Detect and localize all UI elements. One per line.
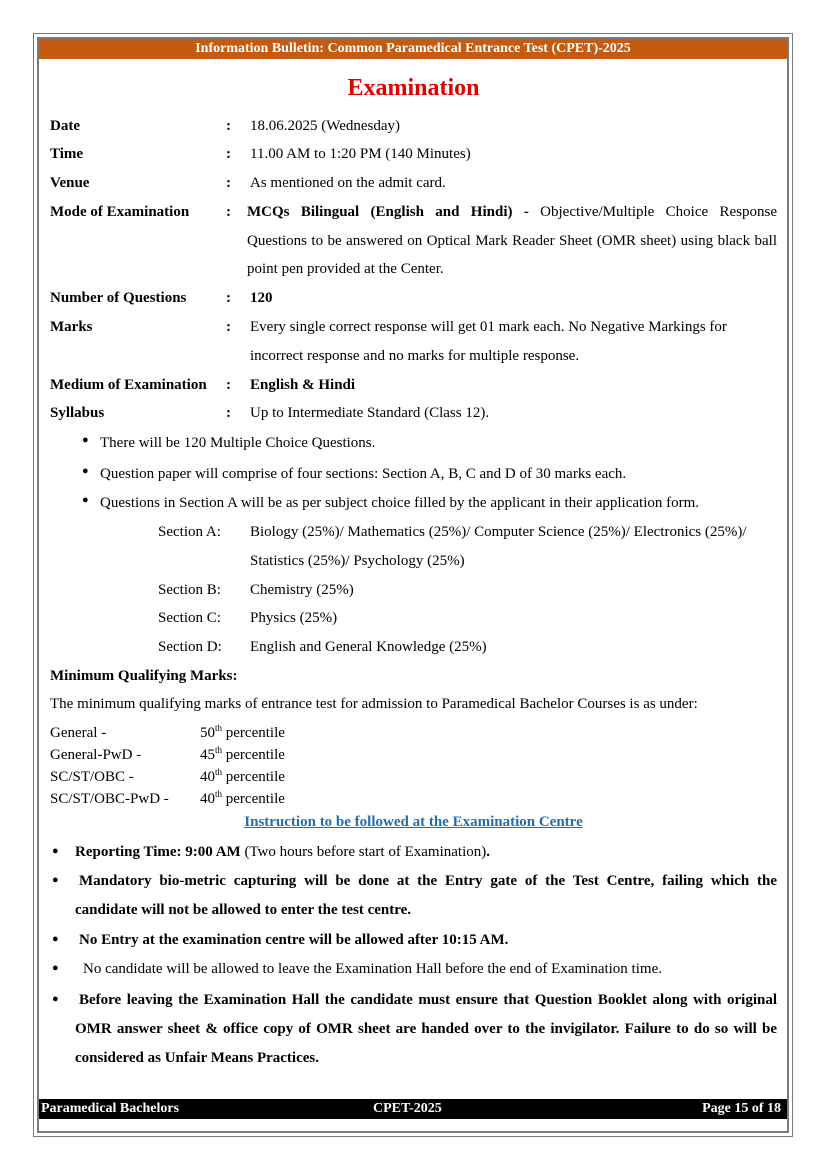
instruction-bold: Reporting Time: 9:00 AM (75, 844, 241, 860)
syllabus-label: Syllabus (50, 405, 105, 421)
section-c-label: Section C: (158, 610, 221, 626)
time-value: 11.00 AM to 1:20 PM (140 Minutes) (250, 146, 471, 162)
bullet-icon: ● (52, 933, 59, 945)
percentile-word: percentile (222, 791, 285, 807)
colon: : (226, 118, 231, 134)
percentile-suffix: th (215, 745, 223, 755)
colon: : (226, 290, 231, 306)
percentile-value (200, 766, 285, 788)
colon: : (226, 146, 231, 162)
bullet-icon: ● (82, 434, 89, 446)
date-value: 18.06.2025 (Wednesday) (250, 118, 401, 134)
colon: : (226, 204, 231, 220)
section-c-value: Physics (25%) (250, 610, 338, 626)
mode-value-text: Objective/Multiple Choice Response Questions to be answered on Optical Mark Reader Sheet (OMR sheet) using black ball point pen provided at the Center. (247, 204, 778, 277)
category-label: General-PwD - (50, 747, 142, 763)
instruction-item: No candidate will be allowed to leave the Examination Hall before the end of Examination time. (83, 961, 662, 977)
date-label: Date (50, 118, 80, 134)
instruction-item (75, 838, 777, 867)
bulletin-header: Information Bulletin: Common Paramedical Entrance Test (CPET)-2025 (39, 39, 787, 59)
section-a-value: Biology (25%)/ Mathematics (25%)/ Computer Science (25%)/ Electronics (25%)/ Statistics (25%)/ Psychology (25%) (250, 524, 747, 569)
colon: : (226, 319, 231, 335)
colon: : (226, 377, 231, 393)
mode-label: Mode of Examination (50, 204, 190, 220)
marks-value: Every single correct response will get 01 mark each. No Negative Markings for incorrect response and no marks for multiple response. (250, 319, 727, 364)
percentile-value (200, 788, 285, 810)
instruction-item: Before leaving the Examination Hall the candidate must ensure that Question Booklet along with original OMR answer sheet & office copy of OMR sheet are handed over to the invigilator. Failure to do so will be considered as Unfair Means Practices. (75, 992, 777, 1066)
category-label: SC/ST/OBC - (50, 769, 134, 785)
medium-value: English & Hindi (250, 377, 356, 393)
section-a-label: Section A: (158, 524, 221, 540)
bullet-icon: ● (82, 494, 89, 506)
percentile-number: 45 (200, 747, 215, 763)
footer-center: CPET-2025 (373, 1101, 442, 1116)
questions-value: 120 (250, 290, 273, 306)
questions-label: Number of Questions (50, 290, 187, 306)
medium-label: Medium of Examination (50, 377, 207, 393)
mode-value-bold: MCQs Bilingual (English and Hindi) - (247, 204, 529, 220)
percentile-suffix: th (215, 789, 223, 799)
bullet-icon: ● (52, 874, 59, 886)
percentile-value (200, 722, 285, 744)
section-d-label: Section D: (158, 639, 222, 655)
category-label: SC/ST/OBC-PwD - (50, 791, 169, 807)
venue-label: Venue (50, 175, 90, 191)
percentile-number: 40 (200, 769, 215, 785)
percentile-word: percentile (222, 725, 285, 741)
percentile-word: percentile (222, 769, 285, 785)
mode-value (247, 198, 777, 284)
page-footer (39, 1099, 787, 1119)
instruction-item: Mandatory bio-metric capturing will be done at the Entry gate of the Test Centre, failing which the candidate will not be allowed to enter the test centre. (75, 873, 777, 918)
bullet-icon: ● (52, 962, 59, 974)
footer-page-number: Page 15 of 18 (702, 1101, 781, 1116)
percentile-number: 50 (200, 725, 215, 741)
syllabus-bullet: Questions in Section A will be as per subject choice filled by the applicant in their application form. (100, 495, 700, 511)
percentile-number: 40 (200, 791, 215, 807)
percentile-suffix: th (215, 767, 223, 777)
bullet-icon: ● (82, 465, 89, 477)
instruction-text: (Two hours before start of Examination) (240, 844, 487, 860)
colon: : (226, 405, 231, 421)
section-b-label: Section B: (158, 582, 221, 598)
percentile-suffix: th (215, 723, 223, 733)
footer-left: Paramedical Bachelors (41, 1101, 180, 1116)
instruction-item: No Entry at the examination centre will be allowed after 10:15 AM. (79, 932, 509, 948)
colon: : (226, 175, 231, 191)
syllabus-bullet: There will be 120 Multiple Choice Questions. (100, 435, 376, 451)
marks-label: Marks (50, 319, 93, 335)
category-label: General - (50, 725, 107, 741)
min-marks-intro: The minimum qualifying marks of entrance test for admission to Paramedical Bachelor Courses is as under: (50, 696, 698, 712)
section-b-value: Chemistry (25%) (250, 582, 354, 598)
syllabus-value: Up to Intermediate Standard (Class 12). (250, 405, 490, 421)
percentile-word: percentile (222, 747, 285, 763)
min-marks-heading: Minimum Qualifying Marks: (50, 668, 238, 684)
percentile-value (200, 744, 285, 766)
page-title: Examination (347, 75, 480, 101)
syllabus-bullet: Question paper will comprise of four sections: Section A, B, C and D of 30 marks each. (100, 466, 627, 482)
bullet-icon: ● (52, 845, 59, 857)
instructions-link[interactable]: Instruction to be followed at the Examination Centre (244, 814, 583, 830)
instruction-end: . (486, 844, 490, 860)
venue-value: As mentioned on the admit card. (250, 175, 446, 191)
time-label: Time (50, 146, 84, 162)
section-d-value: English and General Knowledge (25%) (250, 639, 487, 655)
bullet-icon: ● (52, 993, 59, 1005)
